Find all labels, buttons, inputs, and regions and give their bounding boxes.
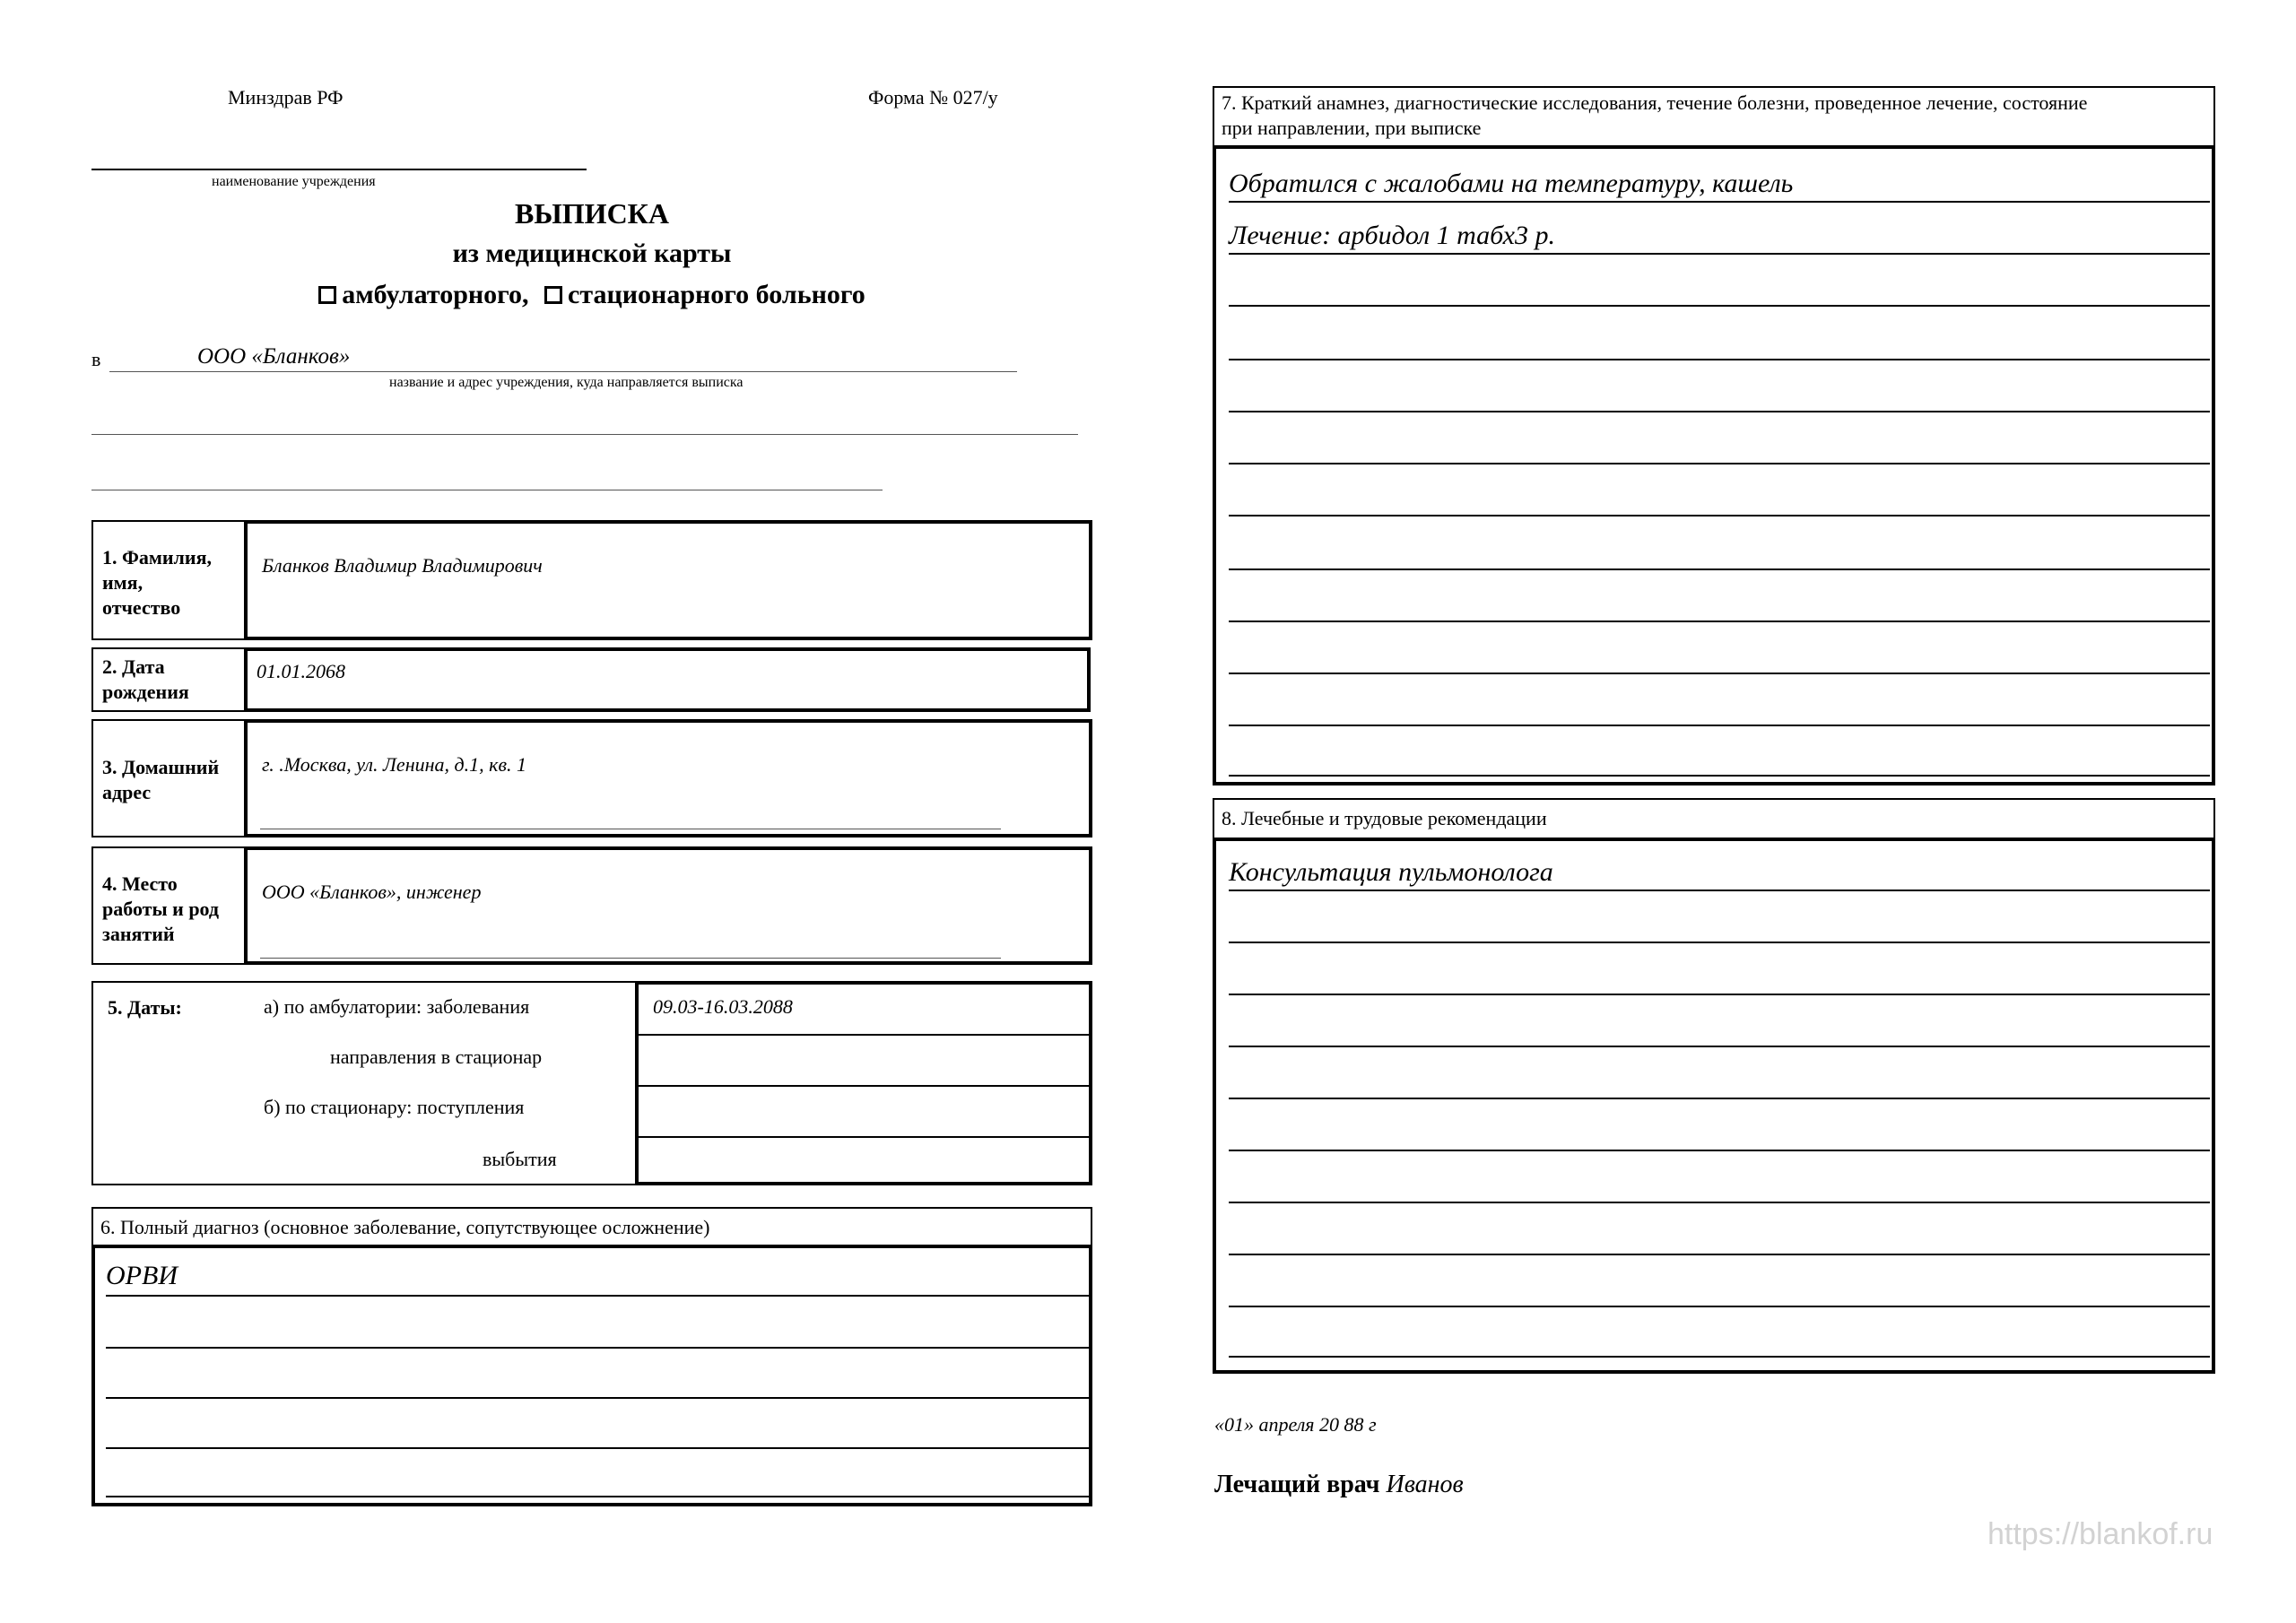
- anamnesis-field[interactable]: [1213, 145, 2215, 785]
- recommendations-line: [1229, 1150, 2210, 1151]
- birth-label-cell: [91, 647, 246, 712]
- dates-label-cell: [91, 981, 639, 1185]
- anamnesis-line: [1229, 621, 2210, 622]
- anamnesis-label-2: при направлении, при выписке: [1222, 117, 1482, 139]
- recommendations-line: [1229, 1098, 2210, 1099]
- name-value: Бланков Владимир Владимирович: [262, 554, 543, 577]
- recipient-prefix: в: [91, 348, 101, 370]
- diagnosis-line: [106, 1447, 1089, 1449]
- date-cell-4[interactable]: [639, 1138, 1089, 1182]
- institution-line: [91, 169, 587, 170]
- work-label-3: занятий: [102, 923, 175, 945]
- institution-caption: наименование учреждения: [212, 174, 376, 189]
- name-label-1: 1. Фамилия,: [102, 546, 212, 568]
- birth-label-2: рождения: [102, 681, 189, 703]
- recommendations-header: [1213, 798, 2215, 839]
- work-field[interactable]: [244, 846, 1092, 965]
- document-subtitle: из медицинской карты: [452, 239, 732, 268]
- diagnosis-line: [106, 1397, 1089, 1399]
- anamnesis-line: [1229, 673, 2210, 674]
- inpatient-checkbox[interactable]: [544, 286, 562, 304]
- watermark-url: https://blankof.ru: [1987, 1517, 2213, 1551]
- anamnesis-line: [1229, 568, 2210, 570]
- inpatient-label: стационарного больного: [568, 280, 865, 309]
- name-label-cell: [91, 520, 246, 640]
- work-label-2: работы и род: [102, 898, 220, 920]
- anamnesis-line: [1229, 253, 2210, 255]
- date-cell-1[interactable]: [639, 985, 1089, 1035]
- anamnesis-label-1: 7. Краткий анамнез, диагностические исследования, течение болезни, проведенное лечение, состояние: [1222, 91, 2088, 114]
- doctor-signature: [1214, 1471, 1464, 1499]
- anamnesis-line-1: Обратился с жалобами на температуру, кашель: [1229, 169, 1794, 198]
- recommendations-line: [1229, 994, 2210, 995]
- recipient-line-2: [91, 434, 1078, 435]
- recommendations-line: [1229, 1356, 2210, 1358]
- birth-label-1: 2. Дата: [102, 655, 165, 678]
- anamnesis-line: [1229, 515, 2210, 516]
- anamnesis-line: [1229, 725, 2210, 726]
- recommendations-field[interactable]: [1213, 838, 2215, 1374]
- dates-values-grid: [635, 981, 1092, 1185]
- dates-row-b: б) по стационару: поступления: [264, 1096, 525, 1118]
- name-label-2: имя,: [102, 571, 144, 594]
- diagnosis-label: 6. Полный диагноз (основное заболевание, сопутствующее осложнение): [100, 1216, 710, 1238]
- diagnosis-header: [91, 1207, 1092, 1246]
- anamnesis-line-2: Лечение: арбидол 1 табх3 р.: [1229, 221, 1555, 250]
- date-value-1: 09.03-16.03.2088: [653, 995, 793, 1018]
- diagnosis-value: ОРВИ: [106, 1261, 178, 1290]
- dates-row-b2: выбытия: [483, 1148, 557, 1170]
- date-cell-3[interactable]: [639, 1087, 1089, 1137]
- recipient-line: [109, 371, 1017, 372]
- address-field[interactable]: [244, 719, 1092, 838]
- anamnesis-header: [1213, 86, 2215, 147]
- anamnesis-line: [1229, 359, 2210, 360]
- address-label-cell: [91, 719, 246, 838]
- recommendations-line: [1229, 942, 2210, 943]
- diagnosis-line: [106, 1496, 1089, 1497]
- ambulatory-checkbox[interactable]: [318, 286, 336, 304]
- diagnosis-line: [106, 1295, 1089, 1297]
- name-label-3: отчество: [102, 596, 181, 619]
- work-line: [260, 958, 1001, 959]
- dates-row-a: а) по амбулатории: заболевания: [264, 995, 530, 1018]
- dates-row-a2: направления в стационар: [330, 1046, 543, 1068]
- document-title: ВЫПИСКА: [515, 197, 669, 230]
- diagnosis-field[interactable]: [91, 1245, 1092, 1506]
- date-cell-2[interactable]: [639, 1036, 1089, 1086]
- birth-field[interactable]: [244, 647, 1091, 712]
- doctor-name[interactable]: Иванов: [1386, 1471, 1464, 1498]
- ministry-label: Минздрав РФ: [228, 86, 344, 108]
- recommendations-line: [1229, 1306, 2210, 1307]
- address-label-1: 3. Домашний: [102, 756, 220, 778]
- anamnesis-line: [1229, 305, 2210, 307]
- birth-value: 01.01.2068: [257, 660, 345, 682]
- anamnesis-line: [1229, 411, 2210, 412]
- name-field[interactable]: [244, 520, 1092, 640]
- address-value: г. .Москва, ул. Ленина, д.1, кв. 1: [262, 753, 526, 776]
- ambulatory-label: амбулаторного,: [342, 280, 529, 309]
- recommendations-line: [1229, 1254, 2210, 1255]
- address-label-2: адрес: [102, 781, 152, 803]
- diagnosis-line: [106, 1347, 1089, 1349]
- work-value: ООО «Бланков», инженер: [262, 881, 482, 903]
- recipient-caption: название и адрес учреждения, куда направляется выписка: [389, 375, 744, 390]
- form-number: Форма № 027/у: [868, 86, 998, 108]
- recommendations-line: [1229, 1046, 2210, 1047]
- doctor-label: Лечащий врач: [1214, 1471, 1380, 1498]
- anamnesis-line: [1229, 775, 2210, 777]
- recipient-value[interactable]: ООО «Бланков»: [197, 344, 351, 369]
- work-label-1: 4. Место: [102, 872, 178, 895]
- work-label-cell: [91, 846, 246, 965]
- card-type-options: [188, 280, 996, 310]
- anamnesis-line: [1229, 463, 2210, 464]
- signature-date[interactable]: «01» апреля 20 88 г: [1214, 1413, 1377, 1436]
- recommendations-line-1: Консультация пульмонолога: [1229, 857, 1553, 887]
- dates-label: 5. Даты:: [108, 996, 182, 1019]
- anamnesis-line: [1229, 201, 2210, 203]
- recommendations-line: [1229, 890, 2210, 891]
- recommendations-line: [1229, 1202, 2210, 1203]
- recommendations-label: 8. Лечебные и трудовые рекомендации: [1222, 807, 1547, 829]
